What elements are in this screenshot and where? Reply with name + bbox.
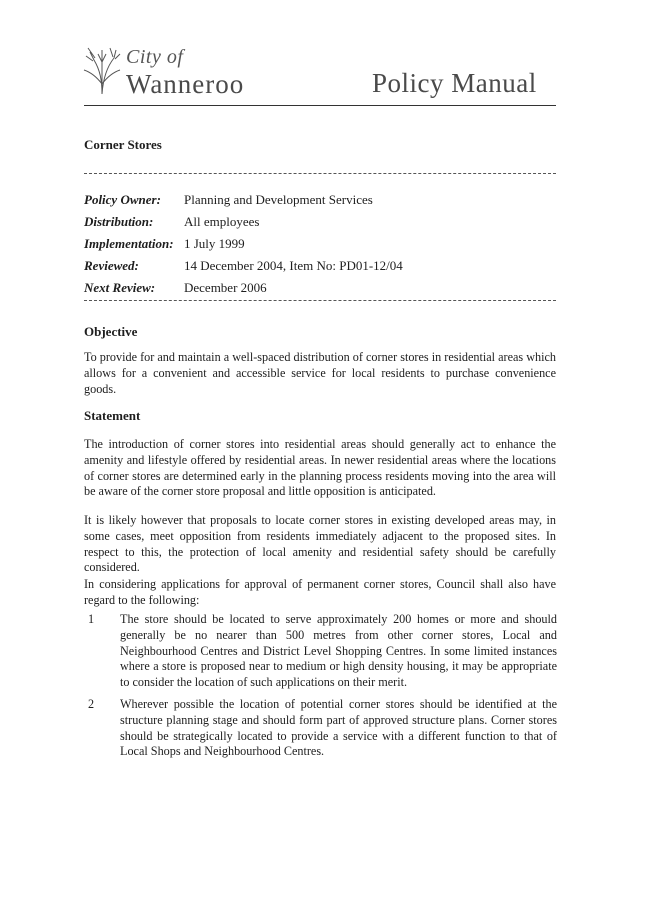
objective-text: To provide for and maintain a well-spaced distribution of corner stores in residential areas which allows for a convenient and accessible service for local residents to purchase convenience goods. <box>84 350 556 396</box>
meta-row-owner <box>84 192 564 210</box>
meta-row-next-review <box>84 280 564 298</box>
meta-label: Next Review: <box>84 280 156 295</box>
meta-value: December 2006 <box>184 280 267 295</box>
manual-title: Policy Manual <box>372 68 537 98</box>
meta-label: Reviewed: <box>84 258 139 273</box>
meta-label: Implementation: <box>84 236 174 251</box>
list-item-text: Wherever possible the location of potential corner stores should be identified at the structure planning stage and should form part of approved structure plans. Corner stores should be strategically located to provide a service with a different function to that of Local Shops and Neighbourhood Centres. <box>120 697 557 759</box>
objective-heading: Objective <box>84 324 138 339</box>
meta-top-divider <box>84 173 556 174</box>
statement-heading: Statement <box>84 408 141 423</box>
header-divider <box>84 105 556 106</box>
policy-title: Corner Stores <box>84 137 162 152</box>
meta-row-distribution <box>84 214 564 232</box>
meta-row-reviewed <box>84 258 564 276</box>
statement-paragraph: In considering applications for approval of permanent corner stores, Council shall also have regard to the following: <box>84 577 556 607</box>
meta-label: Distribution: <box>84 214 154 229</box>
statement-paragraph: The introduction of corner stores into residential areas should generally act to enhance the amenity and lifestyle offered by residential areas. In newer residential areas where the locations of corner stores are determined early in the planning process residents moving into the area will be aware of the corner store proposal and little opposition is anticipated. <box>84 437 556 499</box>
meta-value: Planning and Development Services <box>184 192 373 207</box>
meta-label: Policy Owner: <box>84 192 161 207</box>
meta-value: All employees <box>184 214 260 229</box>
meta-value: 14 December 2004, Item No: PD01-12/04 <box>184 258 403 273</box>
list-item-number: 1 <box>88 612 95 626</box>
list-item-number: 2 <box>88 697 95 711</box>
list-item-text: The store should be located to serve approximately 200 homes or more and should generally be no nearer than 500 metres from other corner stores, Local and Neighbourhood Centres and District Level Shopping Centres. In some limited instances where a store is proposed near to medium or high density housing, it may be appropriate to consider the location of such applications on their merit. <box>120 612 557 690</box>
banksia-logo-icon <box>80 40 124 96</box>
meta-bottom-divider <box>84 300 556 301</box>
city-logo <box>80 40 280 100</box>
logo-city-text: City of <box>126 46 184 68</box>
logo-name-text: Wanneroo <box>126 69 245 99</box>
statement-paragraph: It is likely however that proposals to locate corner stores in existing developed areas may, in some cases, meet opposition from residents immediately adjacent to the proposed sites. In respect to this, the protection of local amenity and residential safety should be carefully considered. <box>84 513 556 575</box>
meta-value: 1 July 1999 <box>184 236 245 251</box>
meta-row-implementation <box>84 236 564 254</box>
